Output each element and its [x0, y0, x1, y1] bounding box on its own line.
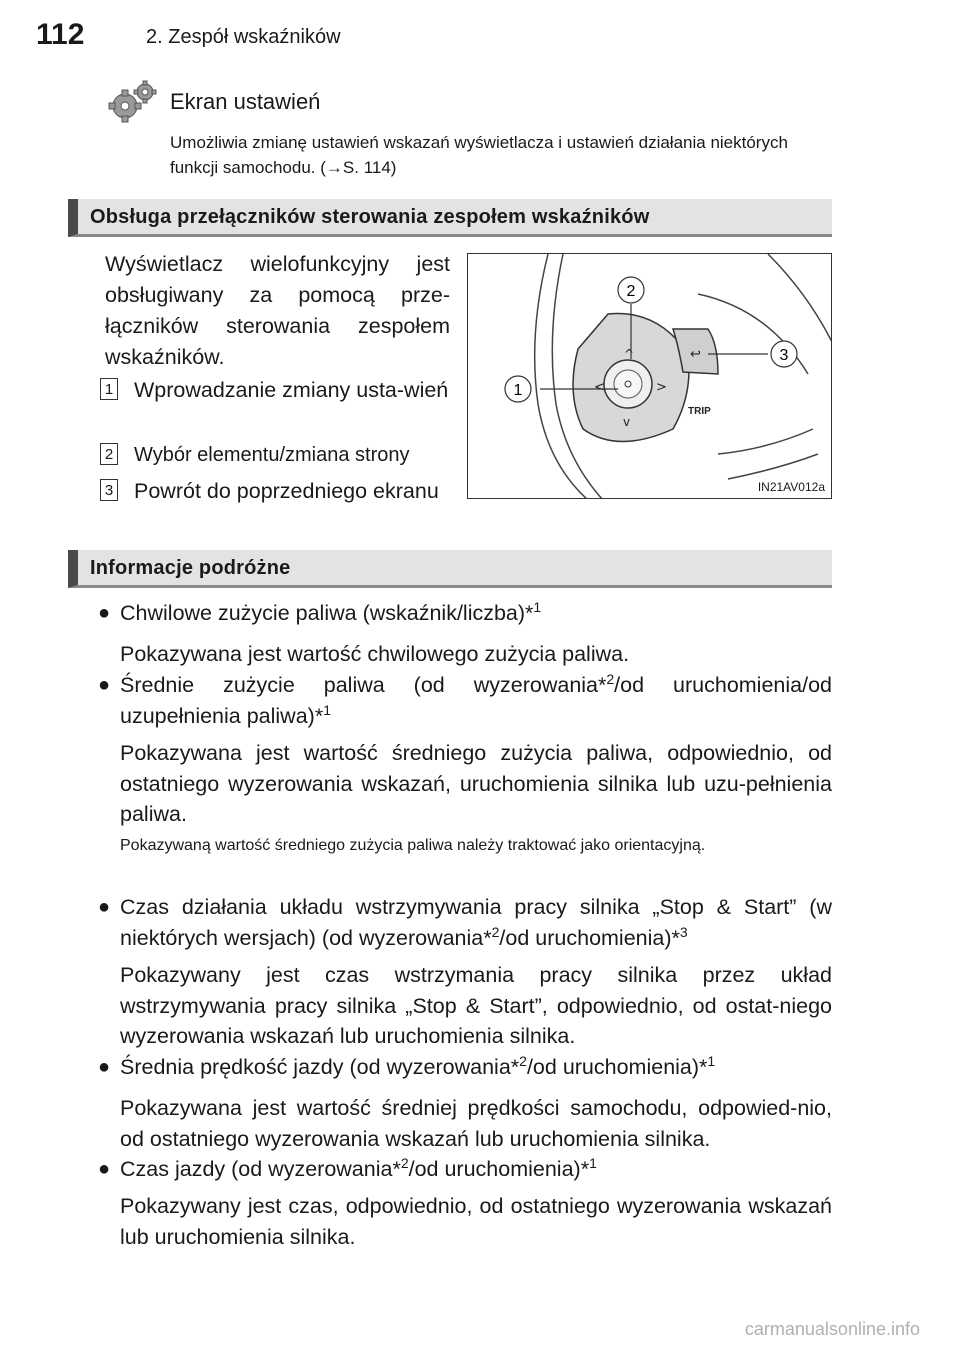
list-item-text: Wprowadzanie zmiany usta-wień — [134, 378, 449, 402]
callout-number: 1 — [100, 378, 118, 400]
chapter-title: 2. Zespół wskaźników — [146, 26, 341, 48]
steering-switch-diagram — [467, 253, 832, 499]
bullet-body: Pokazywany jest czas wstrzymania pracy silnika przez układ wstrzymywania pracy silnika „Stop & Start”, odpowiednio, od ostat-niego wyzerowania wskazań lub uruchomienia silnika. — [120, 963, 832, 1048]
bullet-icon: ● — [98, 674, 111, 696]
bullet-title: Średnie zużycie paliwa (od wyzerowania*$^2$/od uruchomienia/od uzupełnienia paliwa)*$^1$ — [120, 670, 832, 728]
bullet-body: Pokazywana jest wartość chwilowego zużycia paliwa. — [120, 642, 630, 666]
steering-switch-illustration — [468, 254, 832, 499]
list-item-text: Wybór elementu/zmiana strony — [134, 444, 410, 466]
callout-2: 2 — [626, 283, 636, 300]
svg-text:^: ^ — [624, 347, 635, 361]
page-number: 112 — [36, 18, 85, 51]
bullet-title: Chwilowe zużycie paliwa (wskaźnik/liczba)*$^1$ — [120, 598, 542, 625]
trip-button-label: TRIP — [688, 406, 711, 417]
callout-3: 3 — [779, 347, 789, 364]
callout-number: 3 — [100, 479, 118, 501]
bullet-note: Pokazywaną wartość średniego zużycia paliwa należy traktować jako orientacyjną. — [120, 837, 706, 854]
bullet-icon: ● — [98, 1056, 111, 1078]
list-item-text: Powrót do poprzedniego ekranu — [134, 479, 439, 503]
settings-screen-description: Umożliwia zmianę ustawień wskazań wyświetlacza i ustawień działania niektórych funkcji samochodu. (→S. 114) — [170, 133, 788, 177]
bullet-title: Średnia prędkość jazdy (od wyzerowania*$^2$/od uruchomienia)*$^1$ — [120, 1052, 716, 1079]
section-header-switches — [68, 199, 832, 237]
gear-settings-icon — [108, 80, 160, 124]
svg-text:<: < — [594, 380, 605, 395]
bullet-body: Pokazywana jest wartość średniego zużycia paliwa, odpowiednio, od ostatniego wyzerowania wskazań, uruchomienia silnika lub uzu-pełnienia paliwa. — [120, 741, 832, 826]
section-header-trip-info-text: Informacje podróżne — [90, 557, 291, 579]
svg-text:>: > — [656, 380, 667, 395]
callout-1: 1 — [513, 382, 523, 399]
callout-number: 2 — [100, 443, 118, 465]
settings-screen-title: Ekran ustawień — [170, 89, 321, 114]
svg-text:v: v — [623, 415, 631, 429]
figure-code: IN21AV012a — [757, 480, 825, 494]
bullet-title: Czas jazdy (od wyzerowania*$^2$/od uruchomienia)*$^1$ — [120, 1154, 597, 1181]
bullet-icon: ● — [98, 896, 111, 918]
bullet-body: Pokazywana jest wartość średniej prędkości samochodu, odpowied-nio, od ostatniego wyzerowania wskazań lub uruchomienia silnika. — [120, 1096, 832, 1151]
svg-text:↩: ↩ — [690, 347, 701, 362]
bullet-icon: ● — [98, 1158, 111, 1180]
section-intro: Wyświetlacz wielofunkcyjny jest obsługiwany za pomocą prze-łączników sterowania zespołem wskaźników. — [105, 252, 450, 369]
section-header-switches-text: Obsługa przełączników sterowania zespołem wskaźników — [90, 206, 650, 228]
watermark: carmanualsonline.info — [744, 1319, 920, 1339]
bullet-body: Pokazywany jest czas, odpowiednio, od ostatniego wyzerowania wskazań lub uruchomienia silnika. — [120, 1194, 832, 1249]
bullet-title: Czas działania układu wstrzymywania pracy silnika „Stop & Start” (w niektórych wersjach) (od wyzerowania*$^2$/od uruchomienia)*$^3$ — [120, 895, 832, 950]
section-header-trip-info — [68, 550, 832, 588]
bullet-icon: ● — [98, 602, 111, 624]
